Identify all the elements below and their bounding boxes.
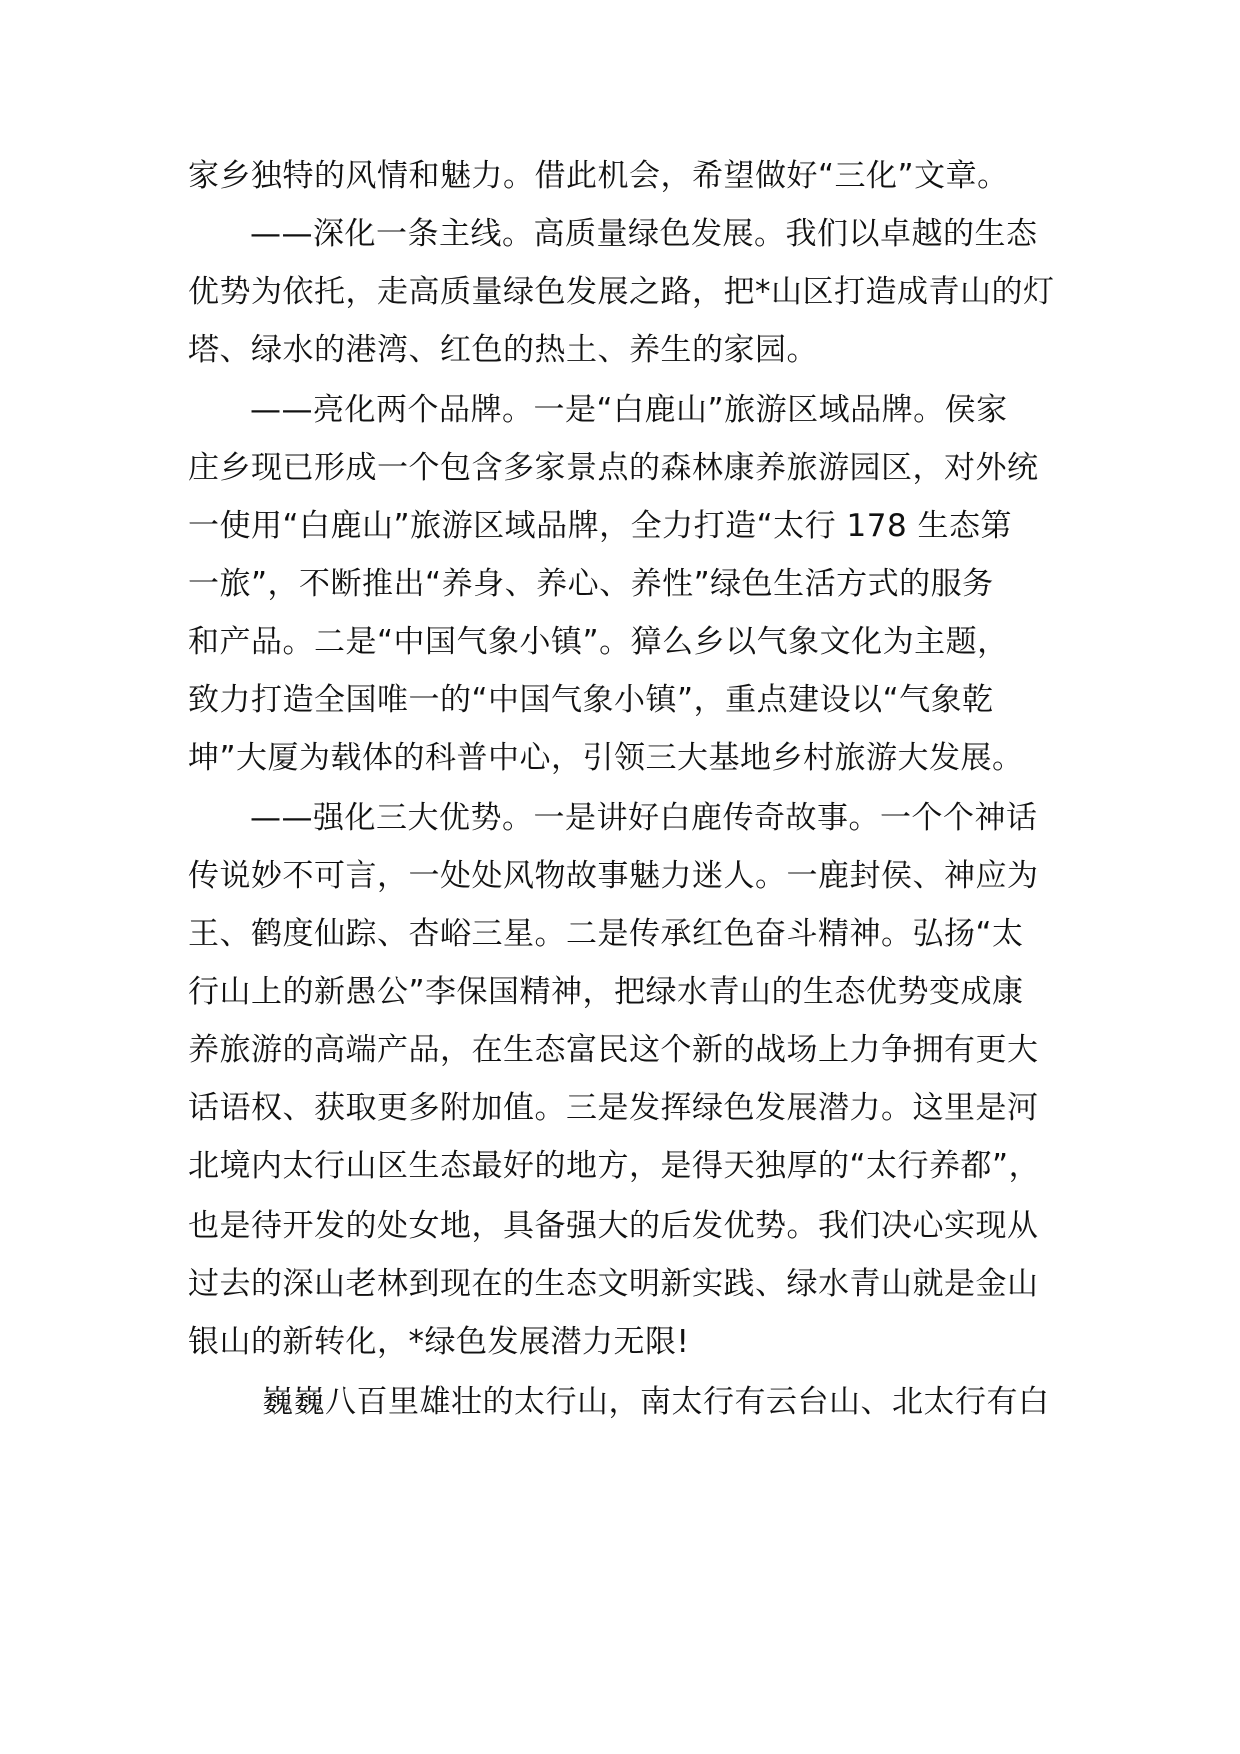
- text-line-21: 银山的新转化，*绿色发展潜力无限!: [188, 1324, 690, 1360]
- text-line-3: 优势为依托，走高质量绿色发展之路，把*山区打造成青山的灯: [188, 274, 1055, 310]
- text-line-12: ——强化三大优势。一是讲好白鹿传奇故事。一个个神话: [250, 800, 1038, 836]
- text-line-13: 传说妙不可言，一处处风物故事魅力迷人。一鹿封侯、神应为: [188, 858, 1039, 894]
- text-line-16: 养旅游的高端产品，在生态富民这个新的战场上力争拥有更大: [188, 1032, 1039, 1068]
- text-line-6: 庄乡现已形成一个包含多家景点的森林康养旅游园区，对外统: [188, 450, 1039, 486]
- text-line-22: 巍巍八百里雄壮的太行山，南太行有云台山、北太行有白: [262, 1384, 1050, 1420]
- text-line-9: 和产品。二是“中国气象小镇”。獐么乡以气象文化为主题，: [188, 624, 1009, 660]
- text-line-19: 也是待开发的处女地，具备强大的后发优势。我们决心实现从: [188, 1208, 1039, 1244]
- text-line-20: 过去的深山老林到现在的生态文明新实践、绿水青山就是金山: [188, 1266, 1039, 1302]
- text-line-18: 北境内太行山区生态最好的地方，是得天独厚的“太行养都”，: [188, 1148, 1041, 1184]
- text-line-2: ——深化一条主线。高质量绿色发展。我们以卓越的生态: [250, 216, 1038, 252]
- text-line-14: 王、鹤度仙踪、杏峪三星。二是传承红色奋斗精神。弘扬“太: [188, 916, 1024, 952]
- text-line-5: ——亮化两个品牌。一是“白鹿山”旅游区域品牌。侯家: [250, 392, 1008, 428]
- text-line-8: 一旅”，不断推出“养身、养心、养性”绿色生活方式的服务: [188, 566, 994, 602]
- text-line-4: 塔、绿水的港湾、红色的热土、养生的家园。: [188, 332, 818, 368]
- text-line-1: 家乡独特的风情和魅力。借此机会，希望做好“三化”文章。: [188, 158, 1009, 194]
- text-line-15: 行山上的新愚公”李保国精神，把绿水青山的生态优势变成康: [188, 974, 1024, 1010]
- text-line-10: 致力打造全国唯一的“中国气象小镇”，重点建设以“气象乾: [188, 682, 994, 718]
- text-line-17: 话语权、获取更多附加值。三是发挥绿色发展潜力。这里是河: [188, 1090, 1039, 1126]
- text-line-7: 一使用“白鹿山”旅游区域品牌，全力打造“太行 178 生态第: [188, 508, 1013, 544]
- text-line-11: 坤”大厦为载体的科普中心，引领三大基地乡村旅游大发展。: [188, 740, 1024, 776]
